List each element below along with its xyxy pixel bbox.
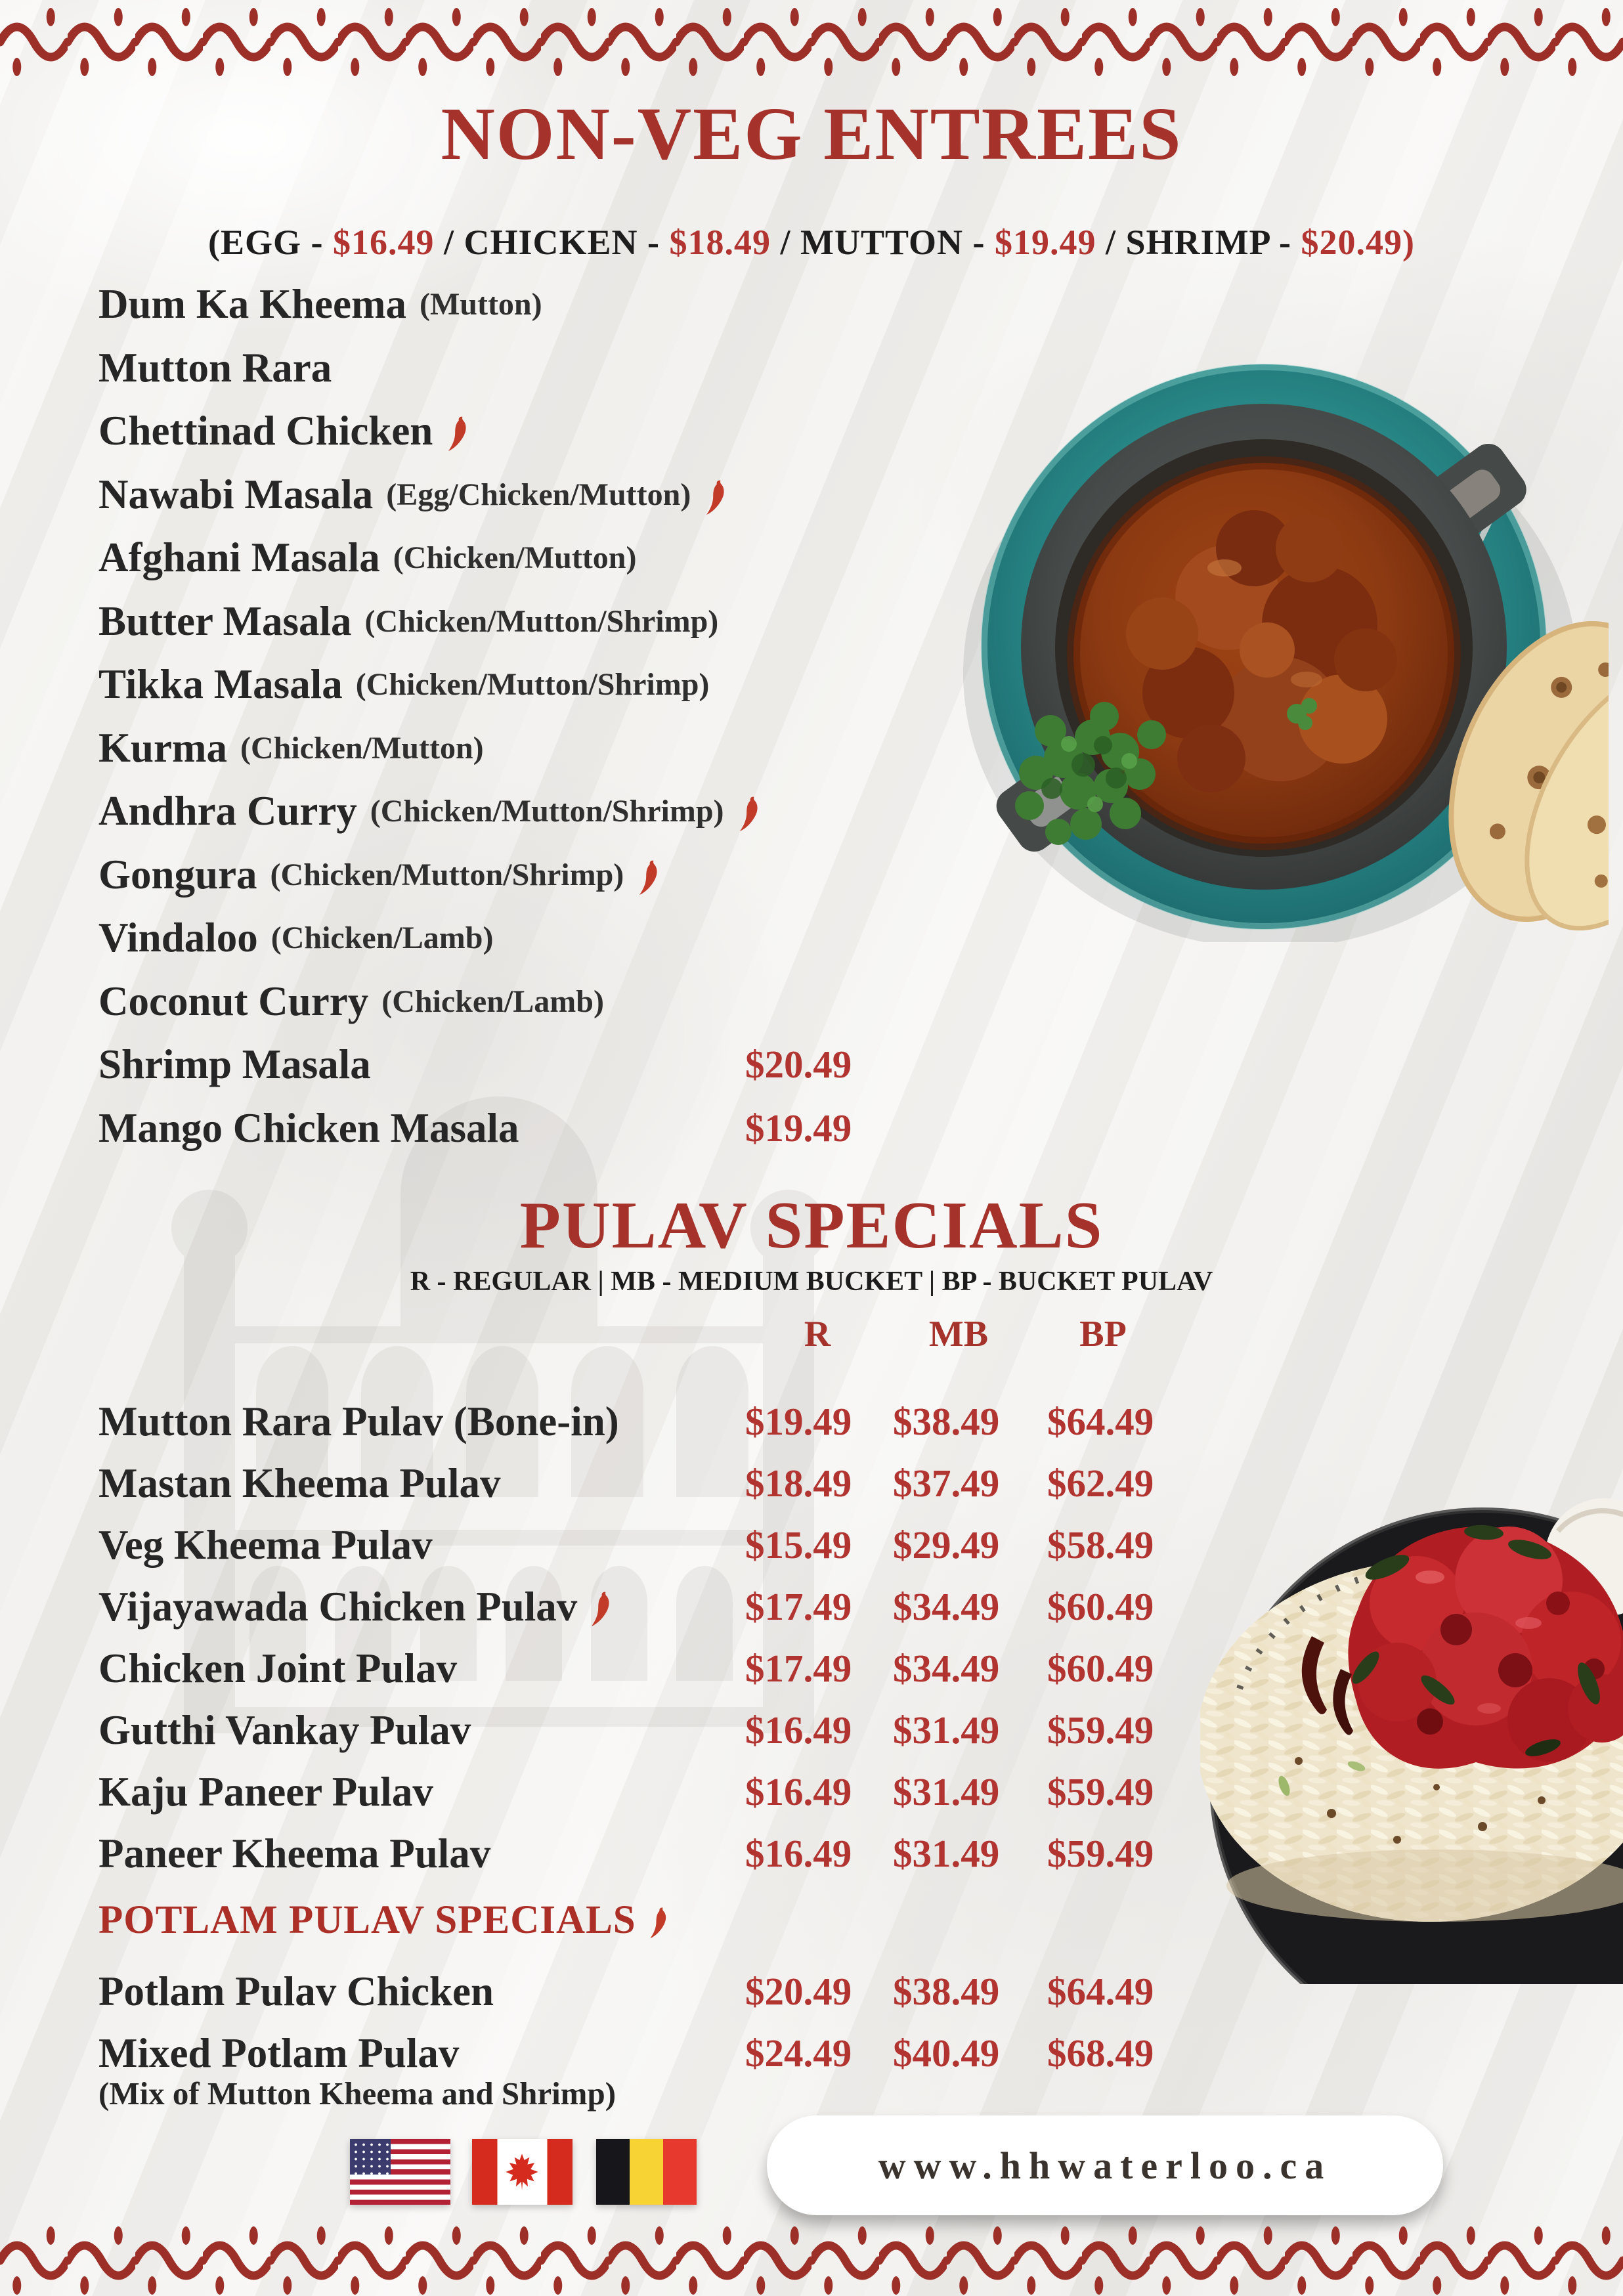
chili-icon <box>637 859 659 896</box>
price-regular: $24.49 <box>745 2031 852 2075</box>
price-regular: $16.49 <box>745 1769 852 1813</box>
item-variants: (Chicken/Mutton/Shrimp) <box>370 794 724 829</box>
item-name: Dum Ka Kheema <box>98 281 406 327</box>
chili-icon <box>589 1591 611 1628</box>
price-medium-bucket: $37.49 <box>893 1461 1000 1505</box>
usa-flag-canton <box>350 2139 391 2175</box>
price-medium-bucket: $38.49 <box>893 1399 1000 1443</box>
item-name: Kurma <box>98 725 227 771</box>
decorative-wave-border-bottom <box>0 2225 1623 2296</box>
menu-item <box>98 779 1597 843</box>
canada-flag-icon <box>472 2139 573 2205</box>
item-name: Mixed Potlam Pulav <box>98 2029 460 2076</box>
price-bucket-pulav: $58.49 <box>1047 1523 1154 1567</box>
item-name: Mutton Rara <box>98 345 332 391</box>
pulav-size-legend: R - REGULAR | MB - MEDIUM BUCKET | BP - BUCKET PULAV <box>410 1267 1213 1297</box>
price-bucket-pulav: $64.49 <box>1047 1969 1154 2013</box>
item-name: Chettinad Chicken <box>98 408 433 454</box>
item-variants: (Chicken/Mutton/Shrimp) <box>355 667 710 702</box>
price-medium-bucket: $40.49 <box>893 2031 1000 2075</box>
item-name: Vindaloo <box>98 915 258 961</box>
price-line-segment: $19.49 <box>995 223 1096 262</box>
item-name: Butter Masala <box>98 598 352 644</box>
item-variants: (Chicken/Mutton) <box>393 540 637 575</box>
column-header-r: R <box>804 1314 831 1354</box>
item-variants: (Chicken/Lamb) <box>270 921 494 955</box>
price-bucket-pulav: $59.49 <box>1047 1708 1154 1752</box>
chili-icon <box>737 796 760 833</box>
chili-icon <box>648 1907 668 1939</box>
chili-icon <box>446 416 468 452</box>
price-bucket-pulav: $68.49 <box>1047 2031 1154 2075</box>
item-name: Nawabi Masala <box>98 471 374 517</box>
pulav-bowl-photo <box>1200 1472 1623 1984</box>
price-regular: $19.49 <box>745 1399 852 1443</box>
usa-flag-icon <box>350 2139 450 2205</box>
table-row <box>98 1391 1597 1452</box>
potlam-note: (Mix of Mutton Kheema and Shrimp) <box>98 2075 617 2112</box>
menu-item <box>98 336 1597 400</box>
price-bucket-pulav: $60.49 <box>1047 1584 1154 1628</box>
item-name: Vijayawada Chicken Pulav <box>98 1583 578 1630</box>
price-medium-bucket: $34.49 <box>893 1646 1000 1690</box>
price-medium-bucket: $31.49 <box>893 1708 1000 1752</box>
website-pill[interactable] <box>767 2115 1443 2215</box>
item-name: Potlam Pulav Chicken <box>98 1968 494 2014</box>
column-header-mb: MB <box>928 1314 989 1354</box>
item-name: Shrimp Masala <box>98 1041 371 1087</box>
price-line-segment: $20.49) <box>1301 223 1416 262</box>
menu-item <box>98 399 1597 463</box>
menu-item <box>98 653 1597 716</box>
item-name: Chicken Joint Pulav <box>98 1645 458 1691</box>
item-variants: (Chicken/Mutton/Shrimp) <box>270 857 624 892</box>
item-name: Andhra Curry <box>98 788 357 834</box>
price-regular: $17.49 <box>745 1646 852 1690</box>
non-veg-price-line <box>0 222 1623 263</box>
maple-leaf-icon <box>502 2152 542 2192</box>
price-medium-bucket: $31.49 <box>893 1769 1000 1813</box>
item-name: Mutton Rara Pulav (Bone-in) <box>98 1398 619 1444</box>
price-medium-bucket: $34.49 <box>893 1584 1000 1628</box>
pulav-column-headers <box>98 1313 1623 1359</box>
price-medium-bucket: $29.49 <box>893 1523 1000 1567</box>
item-name: Gutthi Vankay Pulav <box>98 1706 471 1753</box>
potlam-heading <box>98 1897 668 1943</box>
menu-item <box>98 970 1597 1033</box>
menu-item <box>98 843 1597 907</box>
price-line-segment: $18.49 <box>669 223 771 262</box>
price-regular: $17.49 <box>745 1584 852 1628</box>
price-regular: $16.49 <box>745 1708 852 1752</box>
belgium-flag-icon <box>596 2139 697 2205</box>
price-line-segment: (EGG - <box>207 223 333 262</box>
price-bucket-pulav: $60.49 <box>1047 1646 1154 1690</box>
menu-item <box>98 463 1597 527</box>
price-line-segment: $16.49 <box>332 223 435 262</box>
price-regular: $18.49 <box>745 1461 852 1505</box>
item-variants: (Chicken/Mutton) <box>240 731 484 766</box>
item-name: Tikka Masala <box>98 661 343 707</box>
chili-icon <box>704 479 726 516</box>
menu-item <box>98 1096 1597 1160</box>
price-medium-bucket: $38.49 <box>893 1969 1000 2013</box>
potlam-heading-label: POTLAM PULAV SPECIALS <box>98 1898 636 1942</box>
price-bucket-pulav: $59.49 <box>1047 1831 1154 1875</box>
menu-item <box>98 716 1597 780</box>
section-title-pulav: PULAV SPECIALS <box>519 1188 1104 1263</box>
price-line-segment: / MUTTON - <box>771 223 995 262</box>
item-name: Kaju Paneer Pulav <box>98 1768 433 1815</box>
item-name: Paneer Kheema Pulav <box>98 1830 491 1876</box>
menu-item <box>98 526 1597 590</box>
column-header-bp: BP <box>1079 1314 1127 1354</box>
item-name: Mastan Kheema Pulav <box>98 1460 501 1506</box>
price-medium-bucket: $31.49 <box>893 1831 1000 1875</box>
menu-item <box>98 906 1597 970</box>
item-price: $19.49 <box>745 1106 852 1150</box>
item-variants: (Egg/Chicken/Mutton) <box>386 477 691 512</box>
item-price: $20.49 <box>745 1043 852 1086</box>
price-line-segment: / SHRIMP - <box>1096 223 1301 262</box>
item-name: Mango Chicken Masala <box>98 1105 519 1151</box>
menu-item <box>98 590 1597 653</box>
price-bucket-pulav: $62.49 <box>1047 1461 1154 1505</box>
price-regular: $15.49 <box>745 1523 852 1567</box>
item-name: Afghani Masala <box>98 534 380 580</box>
item-variants: (Chicken/Lamb) <box>381 984 604 1019</box>
section-title-non-veg: NON-VEG ENTREES <box>441 92 1182 175</box>
item-variants: (Chicken/Mutton/Shrimp) <box>364 604 719 639</box>
price-bucket-pulav: $64.49 <box>1047 1399 1154 1443</box>
item-name: Coconut Curry <box>98 978 369 1024</box>
item-name: Gongura <box>98 852 257 898</box>
menu-item <box>98 1033 1597 1096</box>
menu-item <box>98 272 1597 336</box>
item-variants: (Mutton) <box>419 287 542 322</box>
price-line-segment: / CHICKEN - <box>434 223 670 262</box>
website-url[interactable]: www.hhwaterloo.ca <box>878 2144 1332 2187</box>
price-regular: $16.49 <box>745 1831 852 1875</box>
price-bucket-pulav: $59.49 <box>1047 1769 1154 1813</box>
decorative-wave-border-top <box>0 7 1623 77</box>
item-name: Veg Kheema Pulav <box>98 1521 433 1568</box>
price-regular: $20.49 <box>745 1969 852 2013</box>
